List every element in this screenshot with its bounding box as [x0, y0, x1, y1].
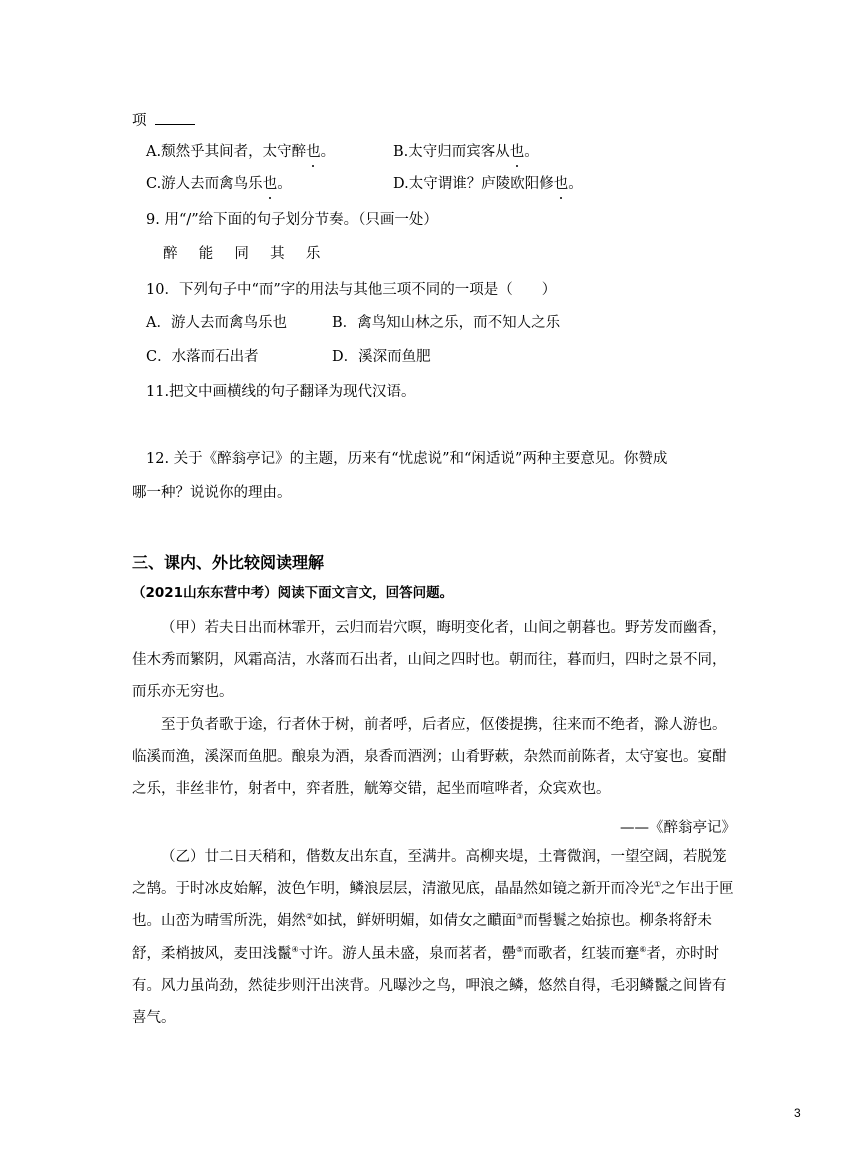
q8-option-d-end: 。 [568, 176, 583, 192]
passage-a-source: ——《醉翁亭记》 [620, 820, 736, 836]
q8-option-b [393, 142, 539, 162]
q10-option-d: D．溪深而鱼肥 [332, 349, 431, 365]
q9-stem: 9. 用“/”给下面的句子划分节奏。（只画一处） [146, 212, 438, 228]
q8-tail [132, 110, 195, 131]
q10-stem: 10．下列句子中“而”字的用法与其他三项不同的一项是（ ） [146, 282, 557, 298]
q8-option-d [393, 174, 583, 194]
footnote-marker-2: ② [306, 912, 314, 922]
footnote-marker-4: ④ [291, 944, 299, 954]
passage-a-paragraph-2 [132, 709, 736, 806]
footnote-marker-6: ⑥ [639, 944, 647, 954]
q8-option-c-end: 。 [277, 176, 292, 192]
passage-b-text-1: （乙）廿二日天稍和，偕数友出东直，至满井。高柳夹堤，土膏微润，一望空阔，若脱笼之鹄。于时冰皮始解，波色乍明，鳞浪层层，清澈见底，晶晶然如镜之新开而冷光 [132, 849, 727, 898]
q8-option-a-end: 。 [320, 144, 336, 160]
page-number: 3 [794, 1106, 801, 1120]
passage-b-text-4: 而髻鬟之始掠也。柳条将舒未舒，柔梢披风，麦田浅鬣 [132, 913, 712, 962]
q8-option-a [146, 142, 335, 162]
passage-b-text-5: 寸许。游人虽未盛，泉而茗者，罍 [298, 945, 517, 962]
emphasis-dot-char: 也 [262, 176, 278, 192]
emphasis-dot-char: 也 [509, 144, 525, 160]
q10-option-a: A．游人去而禽鸟乐也 [146, 315, 287, 331]
section-intro: （2021山东东营中考）阅读下面文言文，回答问题。 [132, 585, 454, 601]
passage-b-text-6: 而歌者，红装而蹇 [523, 945, 640, 962]
q8-option-a-text: A.颓然乎其间者，太守醉 [146, 144, 307, 160]
passage-a-p2-text: 至于负者歌于途，行者休于树，前者呼，后者应，伛偻提携，往来而不绝者，滁人游也。临溪而渔，溪深而鱼肥。酿泉为酒，泉香而酒洌；山肴野蔌，杂然而前陈者，太守宴也。宴酣之乐，非丝非竹，射者中，弈者胜，觥筹交错，起坐而喧哗者，众宾欢也。 [132, 717, 727, 798]
passage-a-paragraph-1 [132, 612, 736, 709]
q8-option-d-text: D.太守谓谁？庐陵欧阳修 [393, 176, 554, 192]
q8-option-b-end: 。 [524, 144, 539, 160]
emphasis-dot-char: 也 [306, 144, 321, 160]
passage-b-paragraph [132, 841, 736, 1034]
emphasis-dot-char: 也 [553, 176, 569, 192]
passage-b-text-3: 如拭，鲜妍明媚，如倩女之靧面 [313, 913, 517, 930]
passage-b-text-2: 之乍出于匣也。山峦为晴雪所洗，娟然 [132, 881, 734, 930]
q8-tail-text: 项 [132, 113, 147, 129]
passage-a-p1-text: （甲）若夫日出而林霏开，云归而岩穴暝，晦明变化者，山间之朝暮也。野芳发而幽香，佳木秀而繁阴，风霜高洁，水落而石出者，山间之四时也。朝而往，暮而归，四时之景不同，而乐亦无穷也。 [132, 620, 727, 701]
footnote-marker-5: ⑤ [516, 944, 524, 954]
q8-option-c [146, 174, 292, 194]
q12-line-2: 哪一种？说说你的理由。 [132, 485, 292, 501]
q9-sentence: 醉 能 同 其 乐 [163, 246, 321, 262]
q8-option-c-text: C.游人去而禽鸟乐 [146, 176, 263, 192]
q10-option-c: C．水落而石出者 [146, 349, 259, 365]
q11-stem: 11.把文中画横线的句子翻译为现代汉语。 [146, 384, 416, 400]
q12-line-1: 12. 关于《醉翁亭记》的主题，历来有“忧虑说”和“闲适说”两种主要意见。你赞成 [146, 451, 668, 467]
answer-blank[interactable] [155, 110, 195, 125]
q10-option-b: B．禽鸟知山林之乐，而不知人之乐 [332, 315, 561, 331]
section-title: 三、课内、外比较阅读理解 [132, 553, 325, 572]
q8-option-b-text: B.太守归而宾客从 [393, 144, 510, 160]
passage-b-text-7: 者，亦时时有。风力虽尚劲，然徒步则汗出浃背。凡曝沙之鸟，呷浪之鳞，悠然自得，毛羽鳞鬣之间皆有喜气。 [132, 945, 727, 1027]
footnote-marker-3: ③ [516, 912, 524, 922]
footnote-marker-1: ① [654, 880, 662, 890]
